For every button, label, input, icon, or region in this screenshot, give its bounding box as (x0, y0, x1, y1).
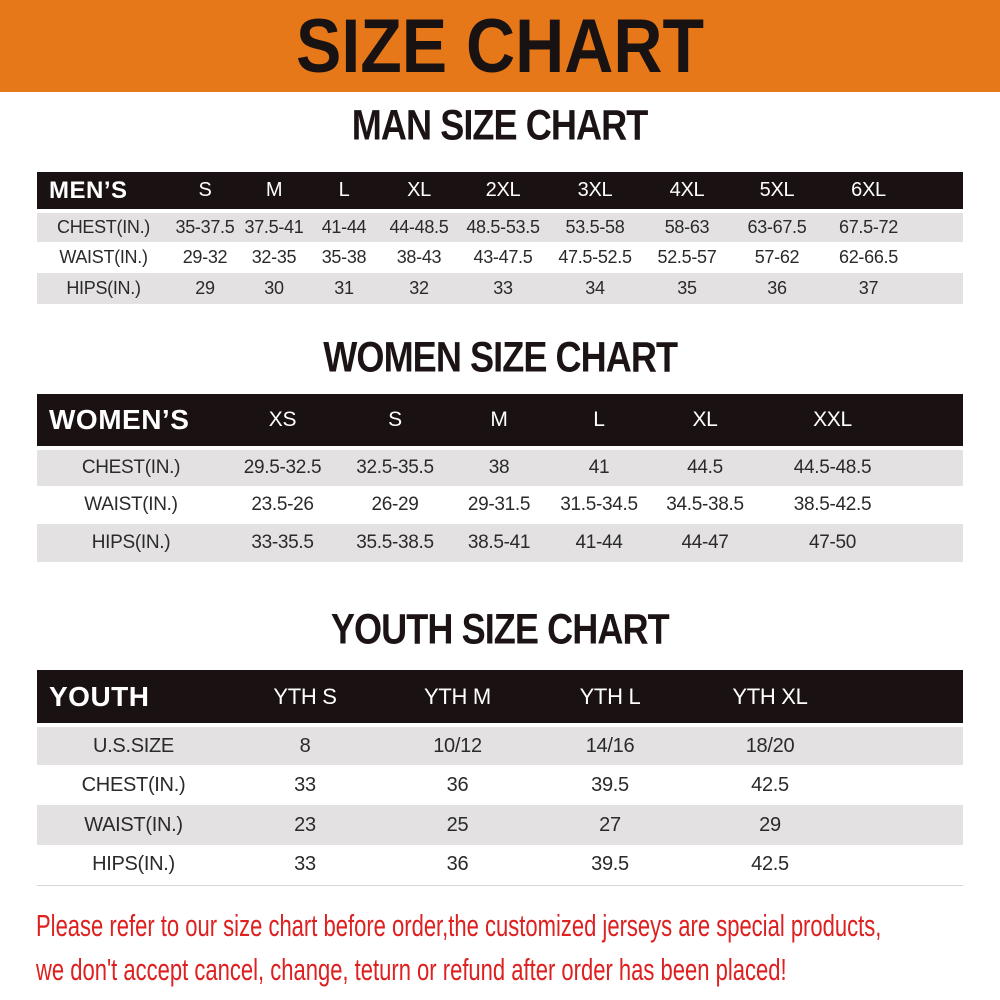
women-cell: 47-50 (808, 532, 857, 553)
men-cell: 35-37.5 (175, 217, 235, 237)
men-cell: 30 (264, 278, 284, 298)
men-col-header: S (170, 172, 240, 211)
page-title: SIZE CHART (296, 3, 704, 89)
men-waist-row (37, 242, 963, 273)
youth-cell: 36 (380, 845, 535, 885)
men-hips-row (37, 273, 963, 304)
disclaimer-line-1: Please refer to our size chart before order,the customized jerseys are special products, (36, 907, 882, 943)
women-cell: 31.5-34.5 (560, 494, 638, 515)
youth-cell: 8 (299, 734, 311, 757)
spacer-cell (855, 670, 963, 725)
youth-row-label: CHEST(IN.) (81, 773, 186, 796)
men-col-header: 2XL (458, 172, 548, 211)
youth-size-table (37, 670, 963, 886)
men-cell: 48.5-53.5 (466, 217, 540, 237)
men-cell: 53.5-58 (565, 217, 625, 237)
youth-cell: 25 (446, 813, 469, 836)
youth-header-row (37, 670, 963, 725)
youth-cell: 33 (230, 845, 380, 885)
youth-row-label: U.S.SIZE (93, 734, 174, 757)
youth-col-header: YTH M (380, 670, 535, 725)
men-cell: 52.5-57 (657, 247, 717, 267)
youth-col-header: YTH L (535, 670, 685, 725)
spacer-cell (915, 211, 963, 242)
men-col-header: 5XL (732, 172, 822, 211)
men-cell: 35-38 (321, 247, 367, 267)
women-cell: 38.5-42.5 (793, 494, 872, 515)
man-section-title: MAN SIZE CHART (352, 102, 648, 150)
men-cell: 29 (195, 278, 215, 298)
women-cell: 32.5-35.5 (356, 457, 434, 478)
disclaimer-text (0, 904, 1000, 992)
women-header-row (37, 394, 963, 448)
men-cell: 29-32 (182, 247, 228, 267)
men-cell: 31 (334, 278, 354, 298)
spacer-cell (855, 765, 963, 805)
men-cell: 62-66.5 (839, 247, 898, 267)
men-chest-row (37, 211, 963, 242)
women-cell: 34.5-38.5 (666, 494, 744, 515)
disclaimer-line-2: we don't accept cancel, change, teturn or refund after order has been placed! (36, 951, 787, 987)
men-cell: 33 (493, 278, 513, 298)
women-col-header: XS (225, 394, 340, 448)
youth-col-header: YTH S (230, 670, 380, 725)
men-header-label: MEN’S (37, 172, 170, 211)
men-cell: 35 (677, 278, 697, 298)
men-cell: 47.5-52.5 (558, 247, 632, 267)
youth-row-label: HIPS(IN.) (37, 845, 230, 885)
women-cell: 35.5-38.5 (356, 532, 434, 553)
women-header-label: WOMEN’S (37, 394, 225, 448)
youth-cell: 33 (294, 773, 316, 796)
youth-cell: 39.5 (591, 773, 629, 796)
women-waist-row (37, 486, 963, 524)
youth-cell: 23 (294, 813, 316, 836)
spacer-cell (905, 486, 963, 524)
youth-cell: 14/16 (585, 734, 635, 757)
banner (0, 0, 1000, 92)
youth-row-label: WAIST(IN.) (84, 813, 183, 836)
youth-hips-row (37, 845, 963, 885)
women-col-header: S (340, 394, 450, 448)
women-cell: 44.5 (687, 457, 723, 478)
spacer-cell (855, 805, 963, 845)
men-col-header: 6XL (822, 172, 915, 211)
spacer-cell (915, 172, 963, 211)
women-size-table (37, 394, 963, 562)
spacer-cell (905, 394, 963, 448)
men-cell: 63-67.5 (747, 217, 807, 237)
men-header-row (37, 172, 963, 211)
women-row-label: CHEST(IN.) (81, 457, 181, 478)
men-cell: 58-63 (664, 217, 710, 237)
youth-cell: 39.5 (535, 845, 685, 885)
women-cell: 33-35.5 (251, 532, 314, 553)
men-col-header: M (240, 172, 308, 211)
men-cell: 32 (409, 278, 429, 298)
spacer-cell (905, 524, 963, 562)
men-cell: 37 (858, 278, 879, 298)
men-cell: 34 (585, 278, 605, 298)
men-cell: 36 (767, 278, 787, 298)
men-cell: 44-48.5 (389, 217, 449, 237)
men-col-header: XL (380, 172, 458, 211)
women-cell: 44.5-48.5 (793, 457, 872, 478)
men-size-table (37, 172, 963, 304)
men-row-label: HIPS(IN.) (66, 278, 141, 298)
men-col-header: L (308, 172, 380, 211)
spacer-cell (915, 242, 963, 273)
men-row-label: WAIST(IN.) (59, 247, 148, 267)
women-cell: 41-44 (575, 532, 623, 553)
youth-cell: 29 (759, 813, 781, 836)
men-cell: 43-47.5 (473, 247, 533, 267)
women-cell: 44-47 (681, 532, 729, 553)
youth-cell: 27 (599, 813, 621, 836)
women-cell: 41 (588, 457, 610, 478)
women-chest-row (37, 448, 963, 486)
youth-cell: 36 (446, 773, 469, 796)
women-col-header: XXL (760, 394, 905, 448)
men-cell: 41-44 (321, 217, 367, 237)
women-cell: 23.5-26 (251, 494, 314, 515)
youth-cell: 42.5 (685, 845, 855, 885)
women-col-header: M (450, 394, 548, 448)
spacer-cell (915, 273, 963, 304)
men-cell: 38-43 (396, 247, 442, 267)
women-cell: 26-29 (371, 494, 419, 515)
women-col-header: L (548, 394, 650, 448)
women-cell: 29.5-32.5 (243, 457, 322, 478)
women-row-label: WAIST(IN.) (84, 494, 178, 515)
youth-header-label: YOUTH (37, 670, 230, 725)
youth-ussize-row (37, 725, 963, 765)
youth-chest-row (37, 765, 963, 805)
women-cell: 38.5-41 (467, 532, 531, 553)
men-cell: 32-35 (251, 247, 297, 267)
women-section-title: WOMEN SIZE CHART (323, 334, 677, 382)
youth-cell: 10/12 (433, 734, 482, 757)
youth-cell: 18/20 (745, 734, 795, 757)
men-col-header: 3XL (548, 172, 642, 211)
spacer-cell (855, 725, 963, 765)
men-cell: 67.5-72 (839, 217, 898, 237)
men-cell: 37.5-41 (244, 217, 304, 237)
spacer-cell (905, 448, 963, 486)
women-col-header: XL (650, 394, 760, 448)
men-cell: 57-62 (754, 247, 800, 267)
women-row-label: HIPS(IN.) (91, 532, 171, 553)
youth-cell: 42.5 (751, 773, 789, 796)
women-cell: 38 (488, 457, 510, 478)
spacer-cell (855, 845, 963, 885)
youth-waist-row (37, 805, 963, 845)
men-row-label: CHEST(IN.) (57, 217, 150, 237)
youth-col-header: YTH XL (685, 670, 855, 725)
women-hips-row (37, 524, 963, 562)
men-col-header: 4XL (642, 172, 732, 211)
youth-section-title: YOUTH SIZE CHART (331, 606, 669, 654)
women-cell: 29-31.5 (467, 494, 531, 515)
